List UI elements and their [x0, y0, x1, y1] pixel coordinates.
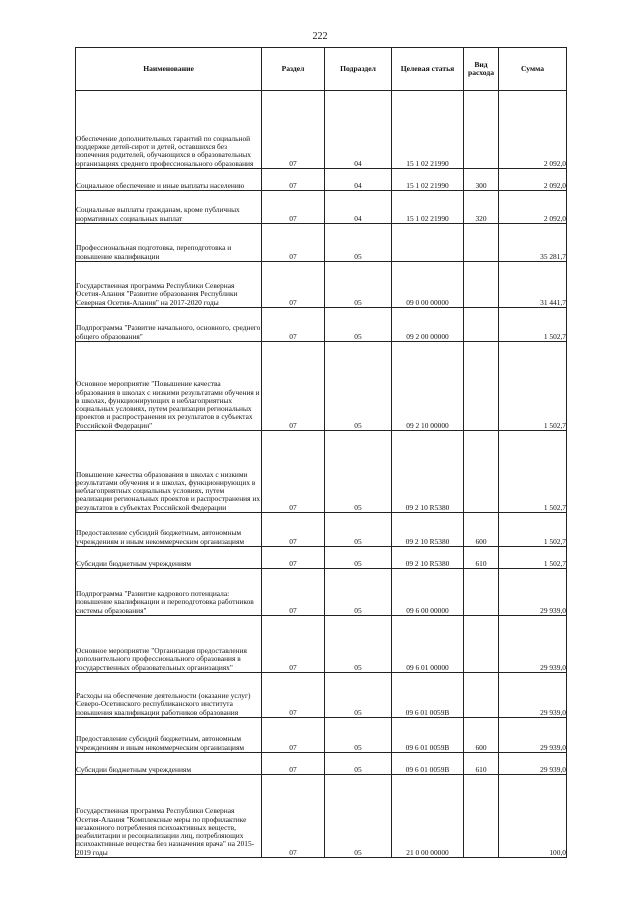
- table-row: [76, 513, 567, 547]
- row-razdel: 07: [262, 775, 325, 858]
- row-celevaya: 09 6 01 0059В: [392, 718, 464, 753]
- row-vid: [464, 308, 499, 342]
- row-name: Субсидии бюджетным учреждениям: [76, 753, 262, 775]
- table-row: [76, 753, 567, 775]
- row-podrazdel: 05: [325, 616, 392, 673]
- row-razdel: 07: [262, 718, 325, 753]
- row-razdel: 07: [262, 753, 325, 775]
- row-celevaya: 09 2 10 R5380: [392, 547, 464, 569]
- row-vid: [464, 616, 499, 673]
- row-vid: 300: [464, 169, 499, 191]
- table-row: [76, 431, 567, 513]
- table-row: [76, 191, 567, 224]
- row-vid: 600: [464, 513, 499, 547]
- row-celevaya: 21 0 00 00000: [392, 775, 464, 858]
- budget-table: [75, 47, 567, 858]
- table-row: [76, 224, 567, 262]
- row-podrazdel: 05: [325, 718, 392, 753]
- table-header-row: [76, 48, 567, 91]
- row-podrazdel: 05: [325, 569, 392, 616]
- row-summa: 2 092,0: [499, 191, 567, 224]
- column-header-razdel: Раздел: [262, 48, 325, 91]
- row-name: Субсидии бюджетным учреждениям: [76, 547, 262, 569]
- row-name: Государственная программа Республики Северная Осетия-Алания "Развитие образования Республики Северная Осетия-Алания" на 2017-2020 годы: [76, 262, 262, 308]
- row-razdel: 07: [262, 191, 325, 224]
- table-row: [76, 308, 567, 342]
- row-summa: 29 939,0: [499, 569, 567, 616]
- table-row: [76, 673, 567, 718]
- table-row: [76, 569, 567, 616]
- row-podrazdel: 04: [325, 91, 392, 169]
- row-razdel: 07: [262, 224, 325, 262]
- table-row: [76, 169, 567, 191]
- row-summa: 1 502,7: [499, 513, 567, 547]
- row-celevaya: 09 6 01 0059В: [392, 753, 464, 775]
- row-razdel: 07: [262, 308, 325, 342]
- row-celevaya: 09 6 00 00000: [392, 569, 464, 616]
- row-name: Социальные выплаты гражданам, кроме публичных нормативных социальных выплат: [76, 191, 262, 224]
- table-row: [76, 91, 567, 169]
- row-razdel: 07: [262, 91, 325, 169]
- row-razdel: 07: [262, 342, 325, 431]
- row-celevaya: 15 1 02 21990: [392, 169, 464, 191]
- row-summa: 100,0: [499, 775, 567, 858]
- row-podrazdel: 05: [325, 431, 392, 513]
- page-number: 222: [312, 31, 328, 42]
- table-row: [76, 718, 567, 753]
- row-celevaya: 09 0 00 00000: [392, 262, 464, 308]
- row-summa: 35 281,7: [499, 224, 567, 262]
- row-razdel: 07: [262, 169, 325, 191]
- row-podrazdel: 04: [325, 169, 392, 191]
- row-celevaya: 09 2 10 00000: [392, 342, 464, 431]
- row-name: Социальное обеспечение и иные выплаты населению: [76, 169, 262, 191]
- row-podrazdel: 05: [325, 262, 392, 308]
- row-podrazdel: 04: [325, 191, 392, 224]
- row-summa: 31 441,7: [499, 262, 567, 308]
- row-razdel: 07: [262, 431, 325, 513]
- row-razdel: 07: [262, 616, 325, 673]
- row-name: Подпрограмма "Развитие начального, основного, среднего общего образования": [76, 308, 262, 342]
- row-celevaya: 09 2 00 00000: [392, 308, 464, 342]
- row-vid: [464, 224, 499, 262]
- row-razdel: 07: [262, 569, 325, 616]
- row-name: Расходы на обеспечение деятельности (оказание услуг) Северо-Осетинского республиканского института повышения квалификации работников образования: [76, 673, 262, 718]
- row-name: Государственная программа Республики Северная Осетия-Алания "Комплексные меры по профилактике незаконного потребления психоактивных веществ, реабилитации и ресоциализации лиц, потребляющих психоактивные вещества без назначения врача" на 2015-2019 годы: [76, 775, 262, 858]
- row-celevaya: 15 1 02 21990: [392, 91, 464, 169]
- row-vid: [464, 673, 499, 718]
- row-celevaya: 15 1 02 21990: [392, 191, 464, 224]
- row-summa: 29 939,0: [499, 673, 567, 718]
- row-name: Повышение качества образования в школах с низкими результатами обучения и в школах, функционирующих в неблагоприятных социальных условиях, путем реализации региональных проектов и распространения их результатов в субъектах Российской Федерации: [76, 431, 262, 513]
- row-celevaya: 09 6 01 0059В: [392, 673, 464, 718]
- row-vid: [464, 569, 499, 616]
- row-summa: 29 939,0: [499, 753, 567, 775]
- row-razdel: 07: [262, 673, 325, 718]
- row-podrazdel: 05: [325, 753, 392, 775]
- row-summa: 2 092,0: [499, 169, 567, 191]
- row-razdel: 07: [262, 262, 325, 308]
- row-podrazdel: 05: [325, 547, 392, 569]
- column-header-celevaya: Целевая статья: [392, 48, 464, 91]
- row-podrazdel: 05: [325, 775, 392, 858]
- row-vid: 320: [464, 191, 499, 224]
- row-podrazdel: 05: [325, 224, 392, 262]
- row-razdel: 07: [262, 513, 325, 547]
- row-vid: 600: [464, 718, 499, 753]
- row-vid: [464, 431, 499, 513]
- column-header-name: Наименование: [76, 48, 262, 91]
- row-summa: 1 502,7: [499, 431, 567, 513]
- table-row: [76, 775, 567, 858]
- column-header-vid: Вид расхода: [464, 48, 499, 91]
- row-summa: 2 092,0: [499, 91, 567, 169]
- row-name: Обеспечение дополнительных гарантий по социальной поддержке детей-сирот и детей, оставшихся без попечения родителей, обучающихся в образовательных организациях среднего профессионального образования: [76, 91, 262, 169]
- row-summa: 1 502,7: [499, 342, 567, 431]
- row-summa: 1 502,7: [499, 308, 567, 342]
- table-row: [76, 262, 567, 308]
- row-podrazdel: 05: [325, 308, 392, 342]
- row-vid: 610: [464, 547, 499, 569]
- row-podrazdel: 05: [325, 673, 392, 718]
- row-vid: [464, 91, 499, 169]
- row-celevaya: 09 6 01 00000: [392, 616, 464, 673]
- row-summa: 1 502,7: [499, 547, 567, 569]
- row-summa: 29 939,0: [499, 718, 567, 753]
- row-name: Основное мероприятие "Повышение качества образования в школах с низкими результатами обучения и в школах, функционирующих в неблагоприятных социальных условиях, путем реализации региональных проектов и распространения их результатов в субъектах Российской Федерации": [76, 342, 262, 431]
- row-celevaya: 09 2 10 R5380: [392, 431, 464, 513]
- row-vid: 610: [464, 753, 499, 775]
- row-name: Предоставление субсидий бюджетным, автономным учреждениям и иным некоммерческим организациям: [76, 513, 262, 547]
- column-header-summa: Сумма: [499, 48, 567, 91]
- row-vid: [464, 262, 499, 308]
- row-summa: 29 939,0: [499, 616, 567, 673]
- table-row: [76, 616, 567, 673]
- row-vid: [464, 342, 499, 431]
- row-vid: [464, 775, 499, 858]
- row-podrazdel: 05: [325, 513, 392, 547]
- row-name: Предоставление субсидий бюджетным, автономным учреждениям и иным некоммерческим организациям: [76, 718, 262, 753]
- row-celevaya: 09 2 10 R5380: [392, 513, 464, 547]
- table-row: [76, 547, 567, 569]
- row-name: Основное мероприятие "Организация предоставления дополнительного профессионального образования в государственных образовательных организациях": [76, 616, 262, 673]
- row-celevaya: [392, 224, 464, 262]
- column-header-podrazdel: Подраздел: [325, 48, 392, 91]
- row-razdel: 07: [262, 547, 325, 569]
- row-podrazdel: 05: [325, 342, 392, 431]
- row-name: Профессиональная подготовка, переподготовка и повышение квалификации: [76, 224, 262, 262]
- table-row: [76, 342, 567, 431]
- row-name: Подпрограмма "Развитие кадрового потенциала: повышение квалификации и переподготовка работников системы образования": [76, 569, 262, 616]
